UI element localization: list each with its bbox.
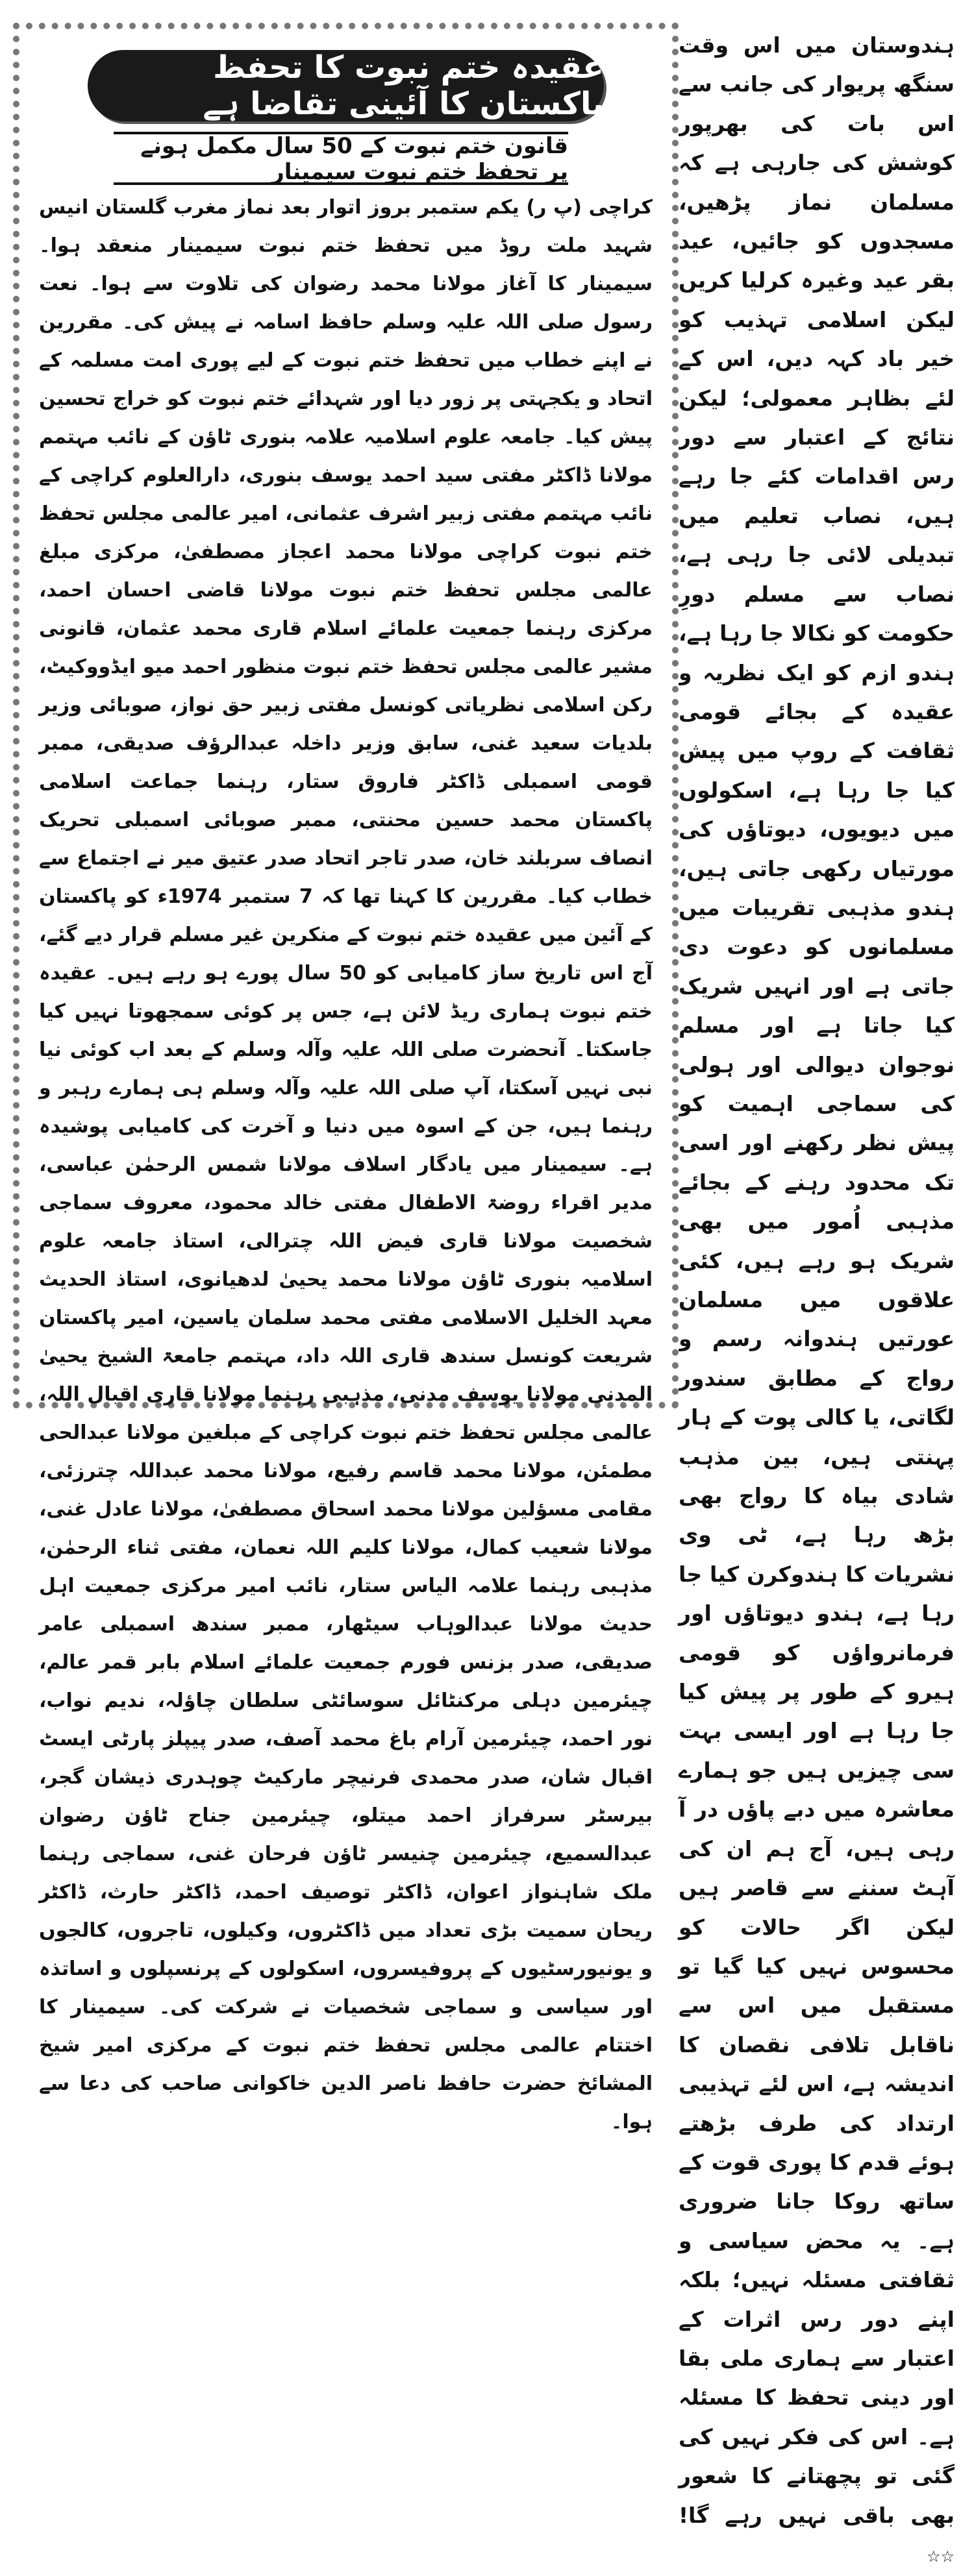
end-mark-stars: ☆☆ — [926, 2547, 955, 2566]
article-subheadline: قانون ختم نبوت کے 50 سال مکمل ہونے پر تحفظ ختم نبوت سیمینار — [114, 132, 568, 185]
article-body: کراچی (پ ر) یکم ستمبر بروز اتوار بعد نماز مغرب گلستان انیس شہید ملت روڈ میں تحفظ ختم نبوت سیمینار منعقد ہوا۔ سیمینار کا آغاز مولانا محمد رضوان کی تلاوت سے ہوا۔ نعت رسول صلی اللہ علیہ وسلم حافظ اسامہ نے پیش کی۔ مقررین نے اپنے خطاب میں تحفظ ختم نبوت کے لیے پوری امت مسلمہ کے اتحاد و یکجہتی پر زور دیا اور شہدائے ختم نبوت کو خراج تحسین پیش کیا۔ جامعہ علوم اسلامیہ علامہ بنوری ٹاؤن کے نائب مہتمم مولانا ڈاکٹر مفتی سید احمد یوسف بنوری، دارالعلوم کراچی کے نائب مہتمم مفتی زبیر اشرف عثمانی، امیر عالمی مجلس تحفظ ختم نبوت کراچی مولانا محمد اعجاز مصطفیٰ، مرکزی مبلغ عالمی مجلس تحفظ ختم نبوت مولانا قاضی احسان احمد، مرکزی رہنما جمعیت علمائے اسلام قاری محمد عثمان، قانونی مشیر عالمی مجلس تحفظ ختم نبوت منظور احمد میو ایڈووکیٹ، رکن اسلامی نظریاتی کونسل مفتی زبیر حق نواز، صوبائی وزیر بلدیات سعید غنی، سابق وزیر داخلہ عبدالرؤف صدیقی، ممبر قومی اسمبلی ڈاکٹر فاروق ستار، رہنما جماعت اسلامی پاکستان محمد حسین محنتی، ممبر صوبائی اسمبلی تحریک انصاف سربلند خان، صدر تاجر اتحاد صدر عتیق میر نے اجتماع سے خطاب کیا۔ مقررین کا کہنا تھا کہ 7 ستمبر 1974ء کو پاکستان کے آئین میں عقیدہ ختم نبوت کے منکرین غیر مسلم قرار دیے گئے، آج اس تاریخ ساز کامیابی کو 50 سال پورے ہو رہے ہیں۔ عقیدہ ختم نبوت ہماری ریڈ لائن ہے، جس پر کوئی سمجھوتا نہیں کیا جاسکتا۔ آنحضرت صلی اللہ علیہ وآلہ وسلم کے بعد اب کوئی نیا نبی نہیں آسکتا، آپ صلی اللہ علیہ وآلہ وسلم ہی ہمارے رہبر و رہنما ہیں، جن کے اسوہ میں دنیا و آخرت کی کامیابی پوشیدہ ہے۔ سیمینار میں یادگار اسلاف مولانا شمس الرحمٰن عباسی، مدیر اقراء روضۃ الاطفال مفتی خالد محمود، معروف سماجی شخصیت مولانا قاری فیض اللہ چترالی، استاذ جامعہ علوم اسلامیہ بنوری ٹاؤن مولانا محمد یحییٰ لدھیانوی، استاذ الحدیث معہد الخلیل الاسلامی مفتی محمد سلمان یاسین، امیر پاکستان شریعت کونسل سندھ قاری اللہ داد، مہتمم جامعۃ الشیخ یحییٰ المدنی مولانا یوسف مدنی، مذہبی رہنما مولانا قاری اقبال اللہ، عالمی مجلس تحفظ ختم نبوت کراچی کے مبلغین مولانا عبدالحی مطمئن، مولانا محمد قاسم رفیع، مولانا محمد عبداللہ چترزئی، مقامی مسؤلین مولانا محمد اسحاق مصطفیٰ، مولانا عادل غنی، مولانا شعیب کمال، مولانا کلیم اللہ نعمان، مفتی ثناء الرحمٰن، مذہبی رہنما علامہ الیاس ستار، نائب امیر مرکزی جمعیت اہل حدیث مولانا عبدالوہاب سیٹھار، ممبر سندھ اسمبلی عامر صدیقی، صدر بزنس فورم جمعیت علمائے اسلام بابر قمر عالم، چیئرمین دہلی مرکنٹائل سوسائٹی سلطان چاؤلہ، ندیم نواب، نور احمد، چیئرمین آرام باغ محمد آصف، صدر پیپلز پارٹی ایسٹ اقبال شان، صدر محمدی فرنیچر مارکیٹ چوہدری ذیشان گجر، بیرسٹر سرفراز احمد میتلو، چیئرمین جناح ٹاؤن رضوان عبدالسمیع، چیئرمین چنیسر ٹاؤن فرحان غنی، سماجی رہنما ملک شاہنواز اعوان، ڈاکٹر توصیف احمد، ڈاکٹر حارث، ڈاکٹر ریحان سمیت بڑی تعداد میں ڈاکٹروں، وکیلوں، تاجروں، کالجوں و یونیورسٹیوں کے پروفیسروں، اسکولوں کے پرنسپلوں و اساتذہ اور سیاسی و سماجی شخصیات نے شرکت کی۔ سیمینار کا اختتام عالمی مجلس تحفظ ختم نبوت کے مرکزی امیر شیخ المشائخ حضرت حافظ ناصر الدین خاکوانی صاحب کی دعا سے ہوا۔ — [39, 196, 653, 2133]
right-column-text: ہندوستان میں اس وقت سنگھ پریوار کی جانب سے اس بات کی بھرپور کوشش کی جارہی ہے کہ مسلمان نماز پڑھیں، مسجدوں کو جائیں، عید بقر عید وغیرہ کرلیا کریں لیکن اسلامی تہذیب کو خیر باد کہہ دیں، اس کے لئے بظاہر معمولی؛ لیکن نتائج کے اعتبار سے دور رس اقدامات کئے جا رہے ہیں، نصاب تعلیم میں تبدیلی لائی جا رہی ہے، نصاب سے مسلم دورِ حکومت کو نکالا جا رہا ہے، ہندو ازم کو ایک نظریہ و عقیدہ کے بجائے قومی ثقافت کے روپ میں پیش کیا جا رہا ہے، اسکولوں میں دیویوں، دیوتاؤں کی مورتیاں رکھی جاتی ہیں، ہندو مذہبی تقریبات میں مسلمانوں کو دعوت دی جاتی ہے اور انہیں شریک کیا جاتا ہے اور مسلم نوجوان دیوالی اور ہولی کی سماجی اہمیت کو پیش نظر رکھنے اور اسی تک محدود رہنے کے بجائے مذہبی اُمور میں بھی شریک ہو رہے ہیں، کئی علاقوں میں مسلمان عورتیں ہندوانہ رسم و رواج کے مطابق سندور لگاتی، یا کالی پوت کے ہار پہنتی ہیں، بین مذہب شادی بیاہ کا رواج بھی بڑھ رہا ہے، ٹی وی نشریات کا ہندوکرن کیا جا رہا ہے، ہندو دیوتاؤں اور فرمانرواؤں کو قومی ہیرو کے طور پر پیش کیا جا رہا ہے اور ایسی بہت سی چیزیں ہیں جو ہمارے معاشرہ میں دبے پاؤں در آ رہی ہیں، آج ہم ان کی آہٹ سننے سے قاصر ہیں لیکن اگر حالات کو محسوس نہیں کیا گیا تو مستقبل میں اس سے ناقابل تلافی نقصان کا اندیشہ ہے، اس لئے تہذیبی ارتداد کی طرف بڑھتے ہوئے قدم کا پوری قوت کے ساتھ روکا جانا ضروری ہے۔ یہ محض سیاسی و ثقافتی مسئلہ نہیں؛ بلکہ اپنے دور رس اثرات کے اعتبار سے ہماری ملی بقا اور دینی تحفظ کا مسئلہ ہے۔ اس کی فکر نہیں کی گئی تو پچھتانے کا شعور بھی باقی نہیں رہے گا! — [679, 32, 955, 2528]
seminar-article-box — [13, 23, 679, 2133]
article-headline: عقیدہ ختم نبوت کا تحفظ پاکستان کا آئینی تقاضا ہے — [88, 50, 604, 121]
right-column-article — [679, 26, 955, 2566]
